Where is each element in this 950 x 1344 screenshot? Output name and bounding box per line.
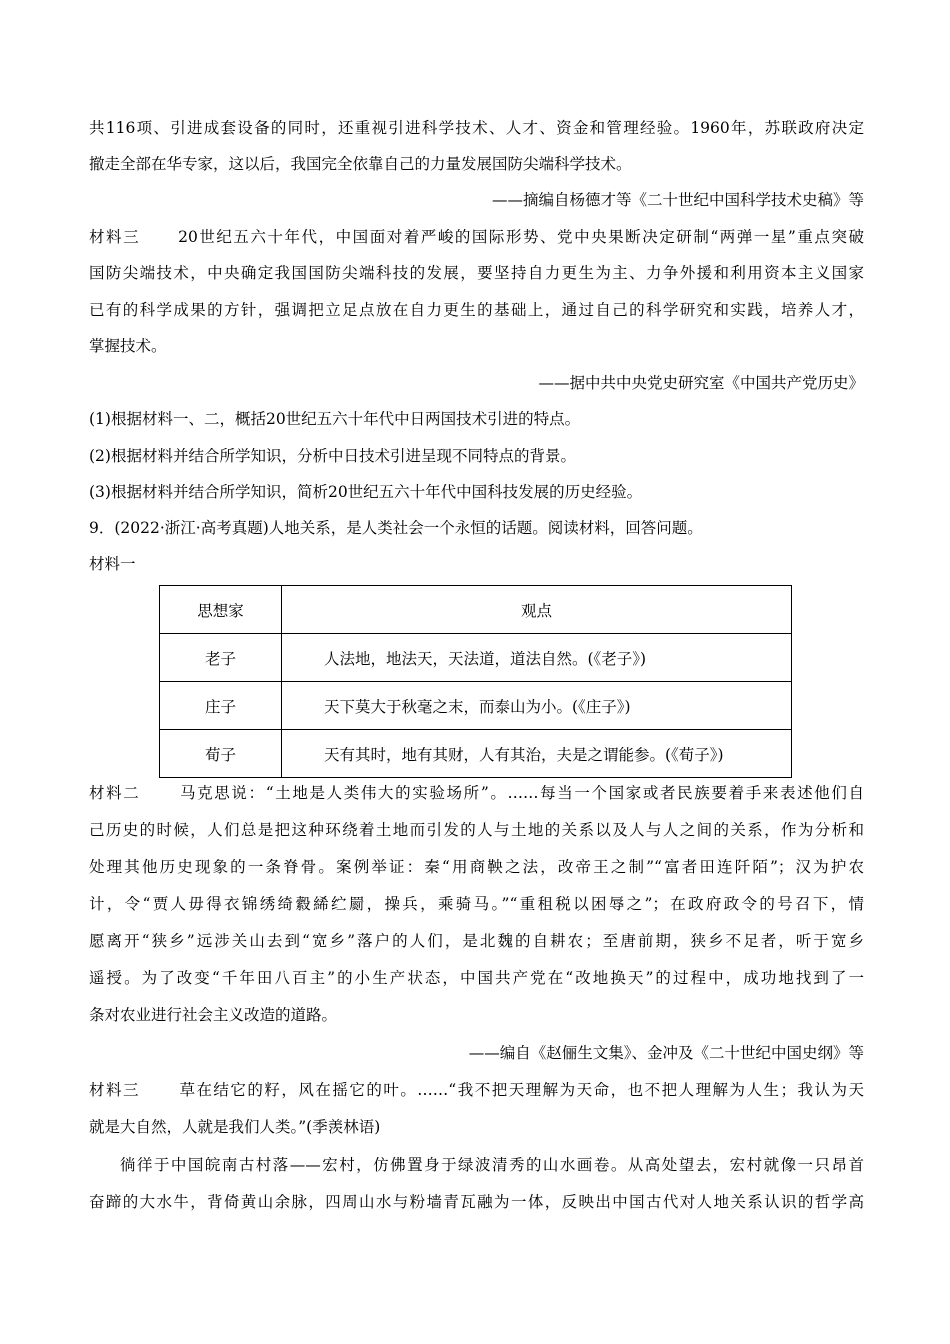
- question-1: (1)根据材料一、二，概括20世纪五六十年代中日两国技术引进的特点。: [89, 410, 581, 428]
- source-citation: ——编自《赵俪生文集》、金冲及《二十世纪中国史纲》等: [468, 1044, 864, 1062]
- material-label: 材料二: [89, 784, 141, 802]
- table-header-cell: 思想家: [160, 586, 282, 634]
- paragraph-line: 计，令“贾人毋得衣锦绣绮縠絺纻罽，操兵，乘骑马。”“重租税以困辱之”；在政府政令的号召下，情: [89, 895, 864, 913]
- paragraph-line: 条对农业进行社会主义改造的道路。: [89, 1006, 338, 1024]
- paragraph-line: 共116项、引进成套设备的同时，还重视引进科学技术、人才、资金和管理经验。1960年，苏联政府决定: [89, 119, 864, 137]
- table-row: [160, 634, 792, 682]
- material-label: 材料三: [89, 1081, 140, 1099]
- paragraph-line: 已有的科学成果的方针，强调把立足点放在自力更生的基础上，通过自己的科学研究和实践，培养人才，: [89, 301, 864, 319]
- thinker-cell: 庄子: [160, 682, 282, 730]
- paragraph-line: 掌握技术。: [89, 337, 167, 355]
- paragraph-line: 国防尖端技术，中央确定我国国防尖端科技的发展，要坚持自力更生为主、力争外援和利用资本主义国家: [89, 264, 864, 282]
- table-row: [160, 730, 792, 778]
- material-2-line: 材料二 马克思说：“土地是人类伟大的实验场所”。……每当一个国家或者民族要着手来表述他们自: [89, 784, 864, 802]
- source-citation: ——据中共中央党史研究室《中国共产党历史》: [538, 374, 864, 392]
- view-cell: 人法地，地法天，天法道，道法自然。(《老子》): [282, 634, 792, 682]
- thinker-cell: 老子: [160, 634, 282, 682]
- paragraph-line: 撤走全部在华专家，这以后，我国完全依靠自己的力量发展国防尖端科学技术。: [89, 155, 632, 173]
- thinkers-table: [159, 585, 792, 778]
- paragraph-line: 徜徉于中国皖南古村落——宏村，仿佛置身于绿波清秀的山水画卷。从高处望去，宏村就像一只昂首: [120, 1156, 864, 1174]
- table-header-cell: 观点: [282, 586, 792, 634]
- source-citation: ——摘编自杨德才等《二十世纪中国科学技术史稿》等: [491, 191, 864, 209]
- paragraph-line: 愿离开“狭乡”远涉关山去到“宽乡”落户的人们，是北魏的自耕农；至唐前期，狭乡不足者，听于宽乡: [89, 932, 864, 950]
- question-3: (3)根据材料并结合所学知识，简析20世纪五六十年代中国科技发展的历史经验。: [89, 483, 643, 501]
- paragraph-line: 就是大自然，人就是我们人类。”(季羡林语): [89, 1118, 381, 1136]
- table-row: [160, 682, 792, 730]
- material-label: 材料三: [89, 228, 141, 246]
- material-3-line: 材料三 20世纪五六十年代，中国面对着严峻的国际形势、党中央果断决定研制“两弹一星”重点突破: [89, 228, 864, 246]
- paragraph-line: 处理其他历史现象的一条脊骨。案例举证：秦“用商鞅之法，改帝王之制”“富者田连阡陌”；汉为护农: [89, 858, 864, 876]
- table-header-row: [160, 586, 792, 634]
- material-label: 材料一: [89, 555, 136, 573]
- view-cell: 天下莫大于秋毫之末，而泰山为小。(《庄子》): [282, 682, 792, 730]
- question-9-stem: 9．(2022·浙江·高考真题)人地关系，是人类社会一个永恒的话题。阅读材料，回答问题。: [89, 519, 703, 537]
- paragraph-line: 己历史的时候，人们总是把这种环绕着土地而引发的人与土地的关系以及人与人之间的关系，作为分析和: [89, 821, 864, 839]
- question-2: (2)根据材料并结合所学知识，分析中日技术引进呈现不同特点的背景。: [89, 447, 576, 465]
- thinker-cell: 荀子: [160, 730, 282, 778]
- view-cell: 天有其时，地有其财，人有其治，夫是之谓能参。(《荀子》): [282, 730, 792, 778]
- paragraph-line: 奋蹄的大水牛，背倚黄山余脉，四周山水与粉墙青瓦融为一体，反映出中国古代对人地关系认识的哲学高: [89, 1193, 864, 1211]
- material-3b-line: 材料三 草在结它的籽，风在摇它的叶。……“我不把天理解为天命，也不把人理解为人生；我认为天: [89, 1081, 864, 1099]
- paragraph-line: 遥授。为了改变“千年田八百主”的小生产状态，中国共产党在“改地换天”的过程中，成功地找到了一: [89, 969, 864, 987]
